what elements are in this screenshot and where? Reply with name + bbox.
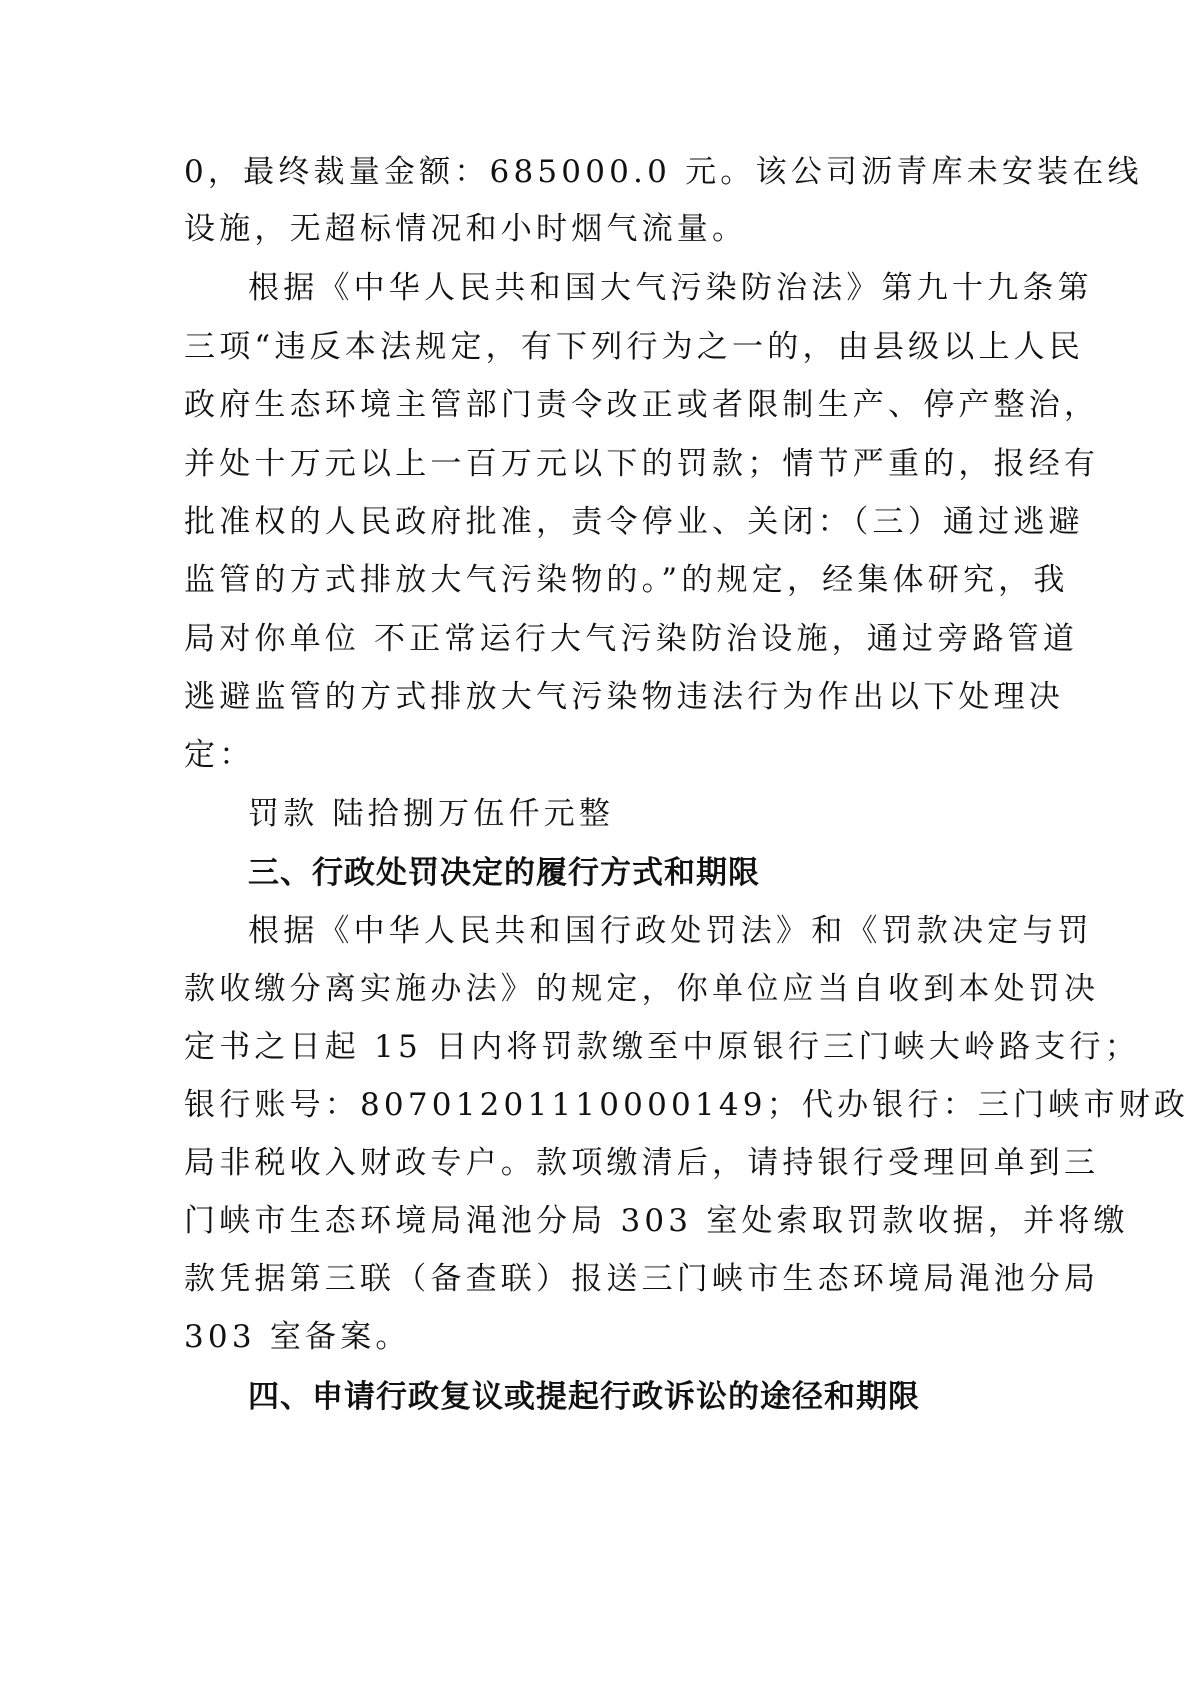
text-line: 定： (184, 737, 255, 773)
text-line: 局非税收入财政专户。款项缴清后，请持银行受理回单到三 (184, 1145, 1100, 1181)
text-line: 监管的方式排放大气污染物的。”的规定，经集体研究，我 (184, 562, 1069, 598)
section-heading: 四、申请行政复议或提起行政诉讼的途径和期限 (248, 1379, 920, 1415)
text-line: 款凭据第三联（备查联）报送三门峡市生态环境局渑池分局 (184, 1261, 1100, 1297)
paragraph-start-line: 根据《中华人民共和国大气污染防治法》第九十九条第 (248, 270, 1093, 306)
text-line: 设施，无超标情况和小时烟气流量。 (184, 211, 748, 247)
text-line: 0，最终裁量金额：685000.0 元。该公司沥青库未安装在线 (184, 154, 1143, 190)
paragraph-start-line: 根据《中华人民共和国行政处罚法》和《罚款决定与罚 (248, 913, 1093, 949)
text-line: 逃避监管的方式排放大气污染物违法行为作出以下处理决 (184, 679, 1064, 715)
text-line: 银行账号：80701201110000149；代办银行：三门峡市财政 (184, 1087, 1190, 1123)
penalty-amount-line: 罚款 陆拾捌万伍仟元整 (248, 796, 615, 832)
text-line: 303 室备案。 (184, 1319, 411, 1355)
text-line: 局对你单位 不正常运行大气污染防治设施，通过旁路管道 (184, 621, 1079, 657)
section-heading: 三、行政处罚决定的履行方式和期限 (248, 855, 760, 891)
text-line: 门峡市生态环境局渑池分局 303 室处索取罚款收据，并将缴 (184, 1203, 1129, 1239)
text-line: 并处十万元以上一百万元以下的罚款；情节严重的，报经有 (184, 446, 1100, 482)
text-line: 三项“违反本法规定，有下列行为之一的，由县级以上人民 (184, 329, 1085, 365)
text-line: 款收缴分离实施办法》的规定，你单位应当自收到本处罚决 (184, 971, 1100, 1007)
text-line: 批准权的人民政府批准，责令停业、关闭：（三）通过逃避 (184, 504, 1084, 540)
text-line: 定书之日起 15 日内将罚款缴至中原银行三门峡大岭路支行； (184, 1029, 1140, 1065)
text-line: 政府生态环境主管部门责令改正或者限制生产、停产整治， (184, 387, 1100, 423)
